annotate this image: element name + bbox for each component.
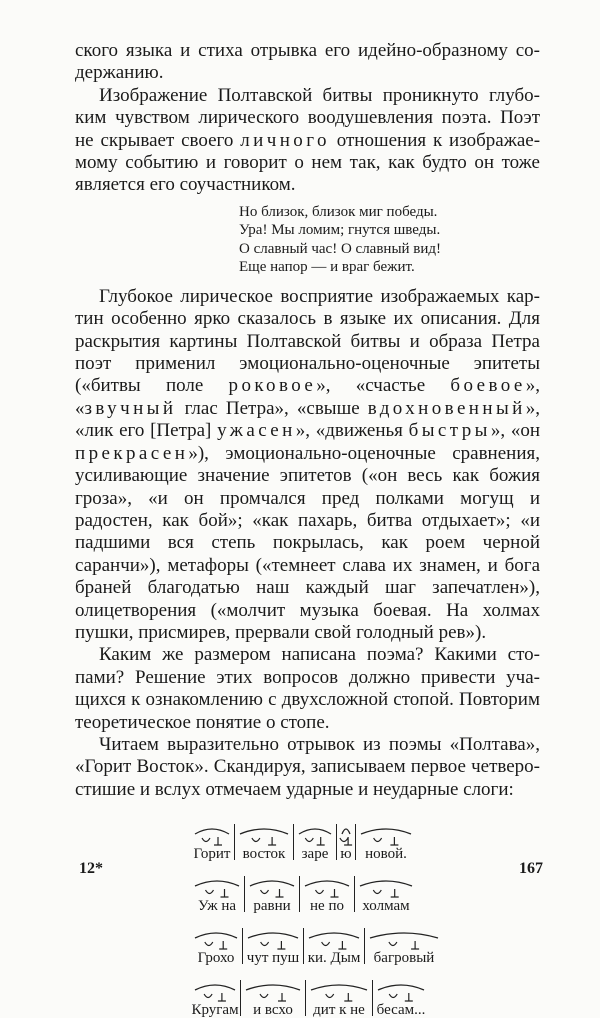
verse-line: Еще напор — и враг бежит.: [239, 259, 415, 276]
stressed-mark: [331, 889, 339, 897]
syllable-text: дит к не: [313, 1002, 365, 1018]
scansion-line-1: [192, 810, 540, 862]
stress-marks: [247, 878, 297, 898]
syllable-text: Уж на: [197, 898, 237, 915]
stress-marks: [245, 930, 301, 950]
foot-divider: [372, 980, 373, 1016]
spaced-word: быстры: [408, 420, 491, 442]
unstressed-mark: [326, 994, 334, 998]
foot-cell: [306, 930, 362, 966]
foot-arc: [361, 829, 411, 834]
foot-divider: [244, 876, 245, 912]
unstressed-mark: [206, 890, 214, 894]
syllable-text: и всхо: [253, 1002, 293, 1018]
foot-cell: [357, 878, 415, 914]
stress-marks: [192, 930, 240, 950]
signature-mark: 12*: [79, 860, 103, 877]
foot-cell: [243, 982, 303, 1018]
text: глас Петра», «свыше: [184, 397, 360, 419]
stressed-mark: [317, 837, 325, 845]
unstressed-mark: [202, 838, 210, 842]
unstressed-mark: [374, 838, 382, 842]
foot-cell: [308, 982, 370, 1018]
stress-marks: [192, 826, 232, 846]
stressed-mark: [214, 837, 222, 845]
syllable-text: бесам...: [376, 1002, 426, 1018]
syllable-text: багровый: [373, 950, 435, 967]
page-footer: [79, 860, 543, 878]
syllable-text: заре: [301, 846, 329, 863]
unstressed-mark: [340, 838, 348, 842]
stressed-mark: [218, 993, 226, 1001]
text: », «он: [490, 420, 540, 442]
foot-divider: [305, 980, 306, 1016]
text: », «движенья: [295, 420, 403, 442]
foot-divider: [354, 876, 355, 912]
syllable-text: Кругам: [191, 1002, 239, 1018]
stress-marks: [237, 826, 291, 846]
foot-divider: [355, 824, 356, 860]
stress-marks: [308, 982, 370, 1002]
unstressed-mark: [389, 942, 397, 946]
foot-divider: [336, 824, 337, 860]
paragraph-5: Читаем выразительно отрывок из поэмы «Полтава», «Горит Восток». Скандируя, записываем первое четверостишие и вслух отмечаем ударные и неударные слоги:: [75, 733, 540, 800]
paragraph-1: ского языка и стиха отрывка его идейно-образному содержанию.: [75, 40, 540, 84]
foot-cell: [296, 826, 334, 862]
text: », «счастье: [316, 375, 426, 397]
stress-marks: [375, 982, 427, 1002]
stressed-mark: [268, 837, 276, 845]
paragraph-4: Каким же размером написана поэма? Какими стопами? Решение этих вопросов должно привести учащихся к ознакомлению с двухсложной стопой. Повторим теоретическое понятие о стопе.: [75, 644, 540, 733]
syllable-text: Грохо: [197, 950, 235, 967]
stress-marks: [243, 982, 303, 1002]
foot-cell: [358, 826, 414, 862]
paragraph-2-text: Изображение Полтавской битвы проникнуто глубоким чувством лирического воодушевления поэта. Поэт не скрывает своего: [75, 84, 540, 151]
spaced-word: прекрасен: [75, 442, 189, 464]
verse-line: Ура! Мы ломим; гнутся шведы.: [239, 222, 441, 239]
spaced-word: ужасен: [217, 420, 296, 442]
foot-cell: [192, 826, 232, 862]
syllable-text: Горит: [193, 846, 231, 863]
verse-line: Но близок, близок миг победы.: [239, 203, 438, 220]
paragraph-3: [75, 286, 540, 645]
unstressed-mark: [322, 942, 330, 946]
foot-arc: [250, 881, 294, 886]
foot-arc: [342, 829, 350, 834]
foot-cell: [192, 930, 240, 966]
foot-arc: [195, 881, 239, 886]
stress-marks: [306, 930, 362, 950]
stress-marks: [339, 826, 353, 846]
verse-line: О славный час! О славный вид!: [239, 240, 442, 257]
foot-cell: [375, 982, 427, 1018]
foot-arc: [360, 881, 412, 886]
text: », «: [75, 375, 540, 419]
text: »), эмоционально-оценочные сравнения, усиливающие значение эпитетов («он весь как божия гроза», «и он промчался пред полками могущ и радостен, как бой»; «как пахарь, битва отдыхает»; «и падшими вся степь покрылась, как роем черной саранчи»), метафоры («темнеет слава их знамен, и бога браней благодатью наш каждый шаг запечатлен»), олицетворения («молчит музыка боевая. На холмах пушки, присмирев, прервали свой голодный рев»).: [75, 442, 540, 643]
foot-arc: [195, 985, 235, 990]
unstressed-mark: [373, 890, 381, 894]
foot-cell: [245, 930, 301, 966]
foot-arc: [305, 881, 349, 886]
unstressed-mark: [389, 994, 397, 998]
stressed-mark: [276, 889, 284, 897]
stressed-mark: [390, 837, 398, 845]
foot-divider: [299, 876, 300, 912]
text: Глубокое лирическое восприятие изображаемых картин особенно ярко сказалось в языке их описания. Для раскрытия картины Полтавской битвы и образа Петра поэт применил эмоционально-оценочные эпитеты («битвы поле: [75, 285, 540, 397]
unstressed-mark: [252, 838, 260, 842]
foot-cell: [367, 930, 441, 966]
spaced-word: роковое: [228, 375, 317, 397]
foot-arc: [240, 829, 288, 834]
foot-cell: [339, 826, 353, 862]
stressed-mark: [219, 941, 227, 949]
syllable-text: новой.: [365, 846, 407, 863]
paragraph-2-end: отношения к изображаемому событию и говорит о нем так, как будто он тоже является его соучастником.: [75, 129, 541, 196]
unstressed-mark: [261, 890, 269, 894]
stressed-mark: [221, 889, 229, 897]
verse-quote: [239, 203, 540, 277]
spaced-word: вдохновенный: [367, 397, 526, 419]
unstressed-mark: [260, 994, 268, 998]
stressed-mark: [344, 993, 352, 1001]
foot-arc: [299, 829, 331, 834]
foot-divider: [234, 824, 235, 860]
syllable-text: холмам: [362, 898, 410, 915]
stressed-mark: [405, 993, 413, 1001]
foot-arc: [246, 985, 300, 990]
syllable-text: чут пуш: [246, 950, 300, 967]
unstressed-mark: [305, 838, 313, 842]
unstressed-mark: [204, 994, 212, 998]
unstressed-mark: [205, 942, 213, 946]
stress-marks: [192, 878, 242, 898]
foot-cell: [192, 982, 238, 1018]
stressed-mark: [338, 941, 346, 949]
foot-arc: [378, 985, 424, 990]
scansion-line-3: [192, 914, 540, 966]
syllable-text: не по: [310, 898, 344, 915]
stress-marks: [296, 826, 334, 846]
stressed-mark: [411, 941, 419, 949]
foot-divider: [240, 980, 241, 1016]
stress-marks: [192, 982, 238, 1002]
text: », «лик его [Петра]: [75, 397, 540, 442]
foot-cell: [237, 826, 291, 862]
stressed-mark: [391, 889, 399, 897]
stressed-mark: [278, 993, 286, 1001]
foot-arc: [195, 829, 229, 834]
foot-cell: [302, 878, 352, 914]
syllable-text: ю: [340, 846, 352, 863]
foot-cell: [247, 878, 297, 914]
unstressed-mark: [261, 942, 269, 946]
paragraph-2: [75, 85, 540, 197]
stressed-mark: [277, 941, 285, 949]
spaced-word: личного: [240, 129, 330, 151]
stress-marks: [358, 826, 414, 846]
spaced-word: звучный: [84, 397, 177, 419]
syllable-text: ки. Дым: [307, 950, 361, 967]
foot-cell: [192, 878, 242, 914]
stress-marks: [302, 878, 352, 898]
scansion-diagram: [192, 810, 540, 1018]
syllable-text: равни: [253, 898, 291, 915]
foot-divider: [293, 824, 294, 860]
stress-marks: [357, 878, 415, 898]
page-number: 167: [519, 860, 543, 877]
unstressed-mark: [316, 890, 324, 894]
foot-arc: [311, 985, 367, 990]
scansion-line-4: [192, 966, 540, 1018]
stress-marks: [367, 930, 441, 950]
spaced-word: боевое: [450, 375, 526, 397]
syllable-text: восток: [242, 846, 286, 863]
